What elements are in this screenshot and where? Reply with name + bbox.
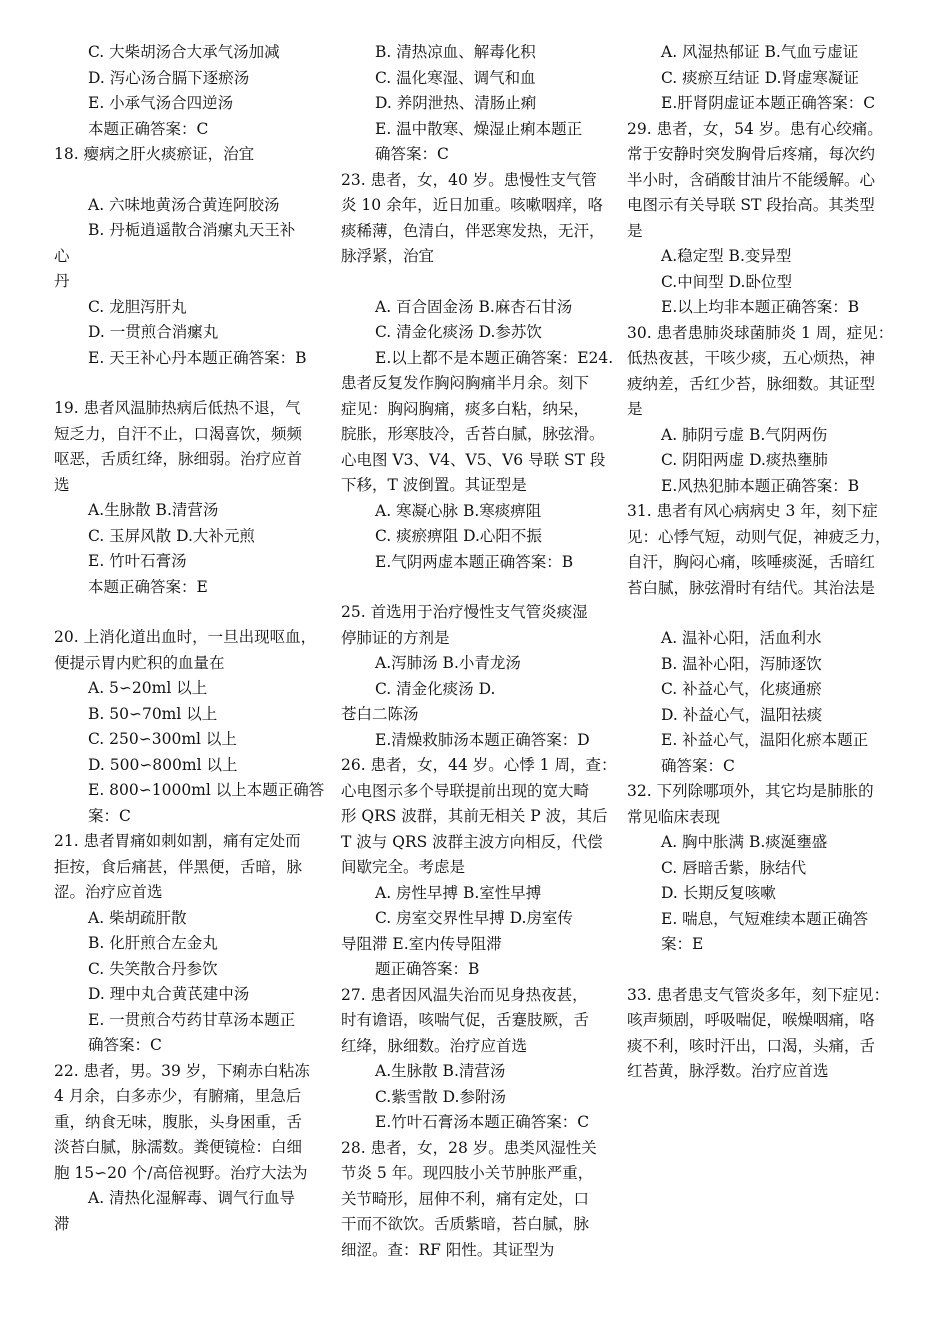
text-line: [54, 600, 334, 625]
text-line: C. 250∽300ml 以上: [88, 730, 237, 748]
text-line: A.稳定型 B.变异型: [661, 247, 792, 265]
text-line: 常于安静时突发胸骨后疼痛，每次约: [627, 145, 876, 163]
text-line: 重，纳食无味，腹胀，头身困重，舌: [54, 1112, 303, 1131]
text-line: B. 化肝煎合左金丸: [88, 934, 218, 952]
text-line: 21. 患者胃痛如刺如割，痛有定处而: [54, 832, 301, 850]
text-line: 形 QRS 波群，其前无相关 P 波，其后: [341, 807, 608, 825]
text-line: A. 柴胡疏肝散: [88, 908, 187, 927]
text-line: 下移，T 波倒置。其证型是: [341, 476, 527, 494]
text-line: E. 补益心气，温阳化瘀本题正: [661, 731, 869, 749]
text-line: A. 温补心阳，活血利水: [661, 629, 822, 647]
text-line: 20. 上消化道出血时，一旦出现呕血，: [54, 628, 317, 646]
text-line: A. 寒凝心脉 B.寒痰痹阻: [375, 501, 542, 520]
text-line: A. 百合固金汤 B.麻杏石甘汤: [375, 297, 573, 316]
text-line: C. 补益心气，化痰通瘀: [661, 680, 822, 698]
text-line: 28. 患者，女，28 岁。患类风湿性关: [341, 1138, 597, 1157]
text-line: C.中间型 D.卧位型: [661, 272, 792, 291]
text-line: 半小时，含硝酸甘油片不能缓解。心: [627, 170, 876, 189]
text-line: 淡苔白腻，脉濡数。粪便镜检：白细: [54, 1138, 303, 1156]
text-line: C. 龙胆泻肝丸: [88, 297, 187, 316]
text-line: 32. 下列除哪项外，其它均是肺胀的: [627, 782, 874, 800]
text-line: D. 泻心汤合膈下逐瘀汤: [88, 68, 250, 87]
column-2: [341, 40, 623, 1263]
text-line: C. 玉屏风散 D.大补元煎: [88, 526, 255, 545]
text-line: E. 温中散寒、燥湿止痢本题正: [375, 119, 583, 138]
text-line: 26. 患者，女，44 岁。心悸 1 周，查：: [341, 756, 617, 774]
text-line: E.以上均非本题正确答案：B: [661, 298, 860, 316]
text-line: 炎 10 余年，近日加重。咳嗽咽痒，咯: [341, 196, 604, 214]
text-line: 患者反复发作胸闷胸痛半月余。刻下: [341, 374, 590, 392]
text-line: 心电图 V3、V4、V5、V6 导联 ST 段: [341, 450, 606, 469]
text-line: E. 800∽1000ml 以上本题正确答: [88, 781, 325, 799]
text-line: A. 风湿热郁证 B.气血亏虚证: [661, 43, 859, 61]
text-line: 胞 15∽20 个/高倍视野。治疗大法为: [54, 1163, 308, 1182]
text-line: 苔白腻，脉弦滑时有结代。其治法是: [627, 578, 876, 597]
text-line: 短乏力，自汗不止，口渴喜饮，频频: [54, 424, 303, 443]
text-line: 是: [627, 221, 643, 240]
text-line: A. 房性早搏 B.室性早搏: [375, 883, 542, 902]
text-line: C.紫雪散 D.参附汤: [375, 1087, 506, 1106]
text-line: 18. 瘿病之肝火痰瘀证，治宜: [54, 145, 255, 163]
text-line: 心电图示多个导联提前出现的宽大畸: [341, 781, 590, 800]
text-line: D. 长期反复咳嗽: [661, 884, 776, 902]
text-line: T 波与 QRS 波群主波方向相反，代偿: [341, 832, 603, 851]
text-line: [54, 371, 334, 396]
text-line: 19. 患者风温肺热病后低热不退，气: [54, 399, 301, 417]
text-line: 疲纳差，舌红少苔，脉细数。其证型: [627, 374, 876, 393]
text-line: D. 理中丸合黄芪建中汤: [88, 985, 250, 1003]
text-line: 25. 首选用于治疗慢性支气管炎痰湿: [341, 603, 588, 621]
text-line: 23. 患者，女，40 岁。患慢性支气管: [341, 170, 597, 189]
text-line: B. 50∽70ml 以上: [88, 704, 218, 723]
text-line: 低热夜甚，干咳少痰，五心烦热，神: [627, 349, 876, 367]
text-line: C. 清金化痰汤 D.参苏饮: [375, 323, 542, 341]
text-line: 确答案：C: [661, 756, 735, 775]
text-line: C. 大柴胡汤合大承气汤加减: [88, 43, 280, 61]
text-line: A. 5∽20ml 以上: [88, 679, 208, 697]
text-line: 确答案：C: [375, 145, 449, 163]
text-line: 22. 患者，男。39 岁，下痢赤白粘冻: [54, 1061, 310, 1080]
text-line: 脉浮紧，治宜: [341, 247, 435, 265]
text-line: D. 一贯煎合消瘰丸: [88, 323, 219, 341]
text-line: D. 养阴泄热、清肠止痢: [375, 94, 537, 112]
text-line: 确答案：C: [88, 1036, 162, 1054]
text-line: 关节畸形，屈伸不利，痛有定处，口: [341, 1189, 590, 1208]
text-line: E.肝肾阴虚证本题正确答案：C: [661, 94, 876, 112]
text-line: [54, 168, 334, 193]
text-line: 心: [54, 246, 70, 265]
text-line: E.清燥救肺汤本题正确答案：D: [375, 730, 590, 749]
text-line: 便提示胃内贮积的血量在: [54, 653, 225, 672]
text-line: 题正确答案：B: [375, 960, 480, 978]
text-line: [627, 601, 909, 626]
text-line: 本题正确答案：E: [88, 577, 208, 596]
text-line: 痰稀薄，色清白，伴恶寒发热，无汗，: [341, 221, 605, 240]
text-line: 涩。治疗应首选: [54, 883, 163, 901]
text-line: 脘胀，形寒肢冷，舌苔白腻，脉弦滑。: [341, 425, 605, 443]
text-line: 案：E: [661, 935, 704, 953]
text-line: 31. 患者有风心病病史 3 年，刻下症: [627, 502, 878, 520]
text-line: 27. 患者因风温失治而见身热夜甚，: [341, 985, 588, 1004]
text-line: 时有谵语，咳喘气促，舌蹇肢厥，舌: [341, 1011, 590, 1029]
text-line: 自汗，胸闷心痛，咳唾痰涎，舌暗红: [627, 553, 876, 571]
text-line: 常见临床表现: [627, 807, 721, 826]
text-line: A.生脉散 B.清营汤: [88, 501, 219, 519]
text-line: C. 痰瘀互结证 D.肾虚寒凝证: [661, 68, 859, 87]
text-line: 咳声频剧，呼吸喘促，喉燥咽痛，咯: [627, 1011, 876, 1029]
text-line: 30. 患者患肺炎球菌肺炎 1 周，症见：: [627, 323, 894, 342]
text-line: E. 一贯煎合芍药甘草汤本题正: [88, 1010, 296, 1029]
text-line: E. 天王补心丹本题正确答案：B: [88, 348, 307, 367]
text-line: C. 房室交界性早搏 D.房室传: [375, 909, 573, 927]
text-line: 节炎 5 年。现四肢小关节肿胀严重，: [341, 1164, 594, 1182]
text-line: 4 月余，白多赤少，有腑痛，里急后: [54, 1087, 302, 1105]
text-line: E.风热犯肺本题正确答案：B: [661, 476, 860, 495]
text-line: B. 清热凉血、解毒化积: [375, 43, 536, 61]
text-line: B. 温补心阳，泻肺逐饮: [661, 654, 822, 673]
text-line: 29. 患者，女，54 岁。患有心绞痛。: [627, 119, 883, 138]
text-line: 停肺证的方剂是: [341, 628, 450, 647]
text-line: C. 温化寒湿、调气和血: [375, 68, 536, 87]
text-line: C. 痰瘀痹阻 D.心阳不振: [375, 527, 542, 545]
text-line: A. 清热化湿解毒、调气行血导: [88, 1189, 296, 1207]
text-line: E.以上都不是本题正确答案：E24.: [375, 348, 614, 367]
text-line: E. 小承气汤合四逆汤: [88, 94, 234, 112]
text-line: 33. 患者患支气管炎多年，刻下症见：: [627, 985, 890, 1004]
text-line: A.泻肺汤 B.小青龙汤: [375, 654, 521, 672]
text-line: A. 胸中胀满 B.痰涎壅盛: [661, 833, 828, 851]
text-line: E.竹叶石膏汤本题正确答案：C: [375, 1113, 590, 1131]
text-line: 选: [54, 475, 70, 494]
text-line: 拒按，食后痛甚，伴黑便，舌暗，脉: [54, 857, 303, 876]
text-line: D. 补益心气，温阳祛痰: [661, 705, 823, 724]
text-line: A. 肺阴亏虚 B.气阴两伤: [661, 425, 828, 444]
text-line: D. 500∽800ml 以上: [88, 755, 238, 774]
text-line: 见：心悸气短，动则气促，神疲乏力，: [627, 527, 891, 546]
text-line: [341, 270, 623, 295]
text-line: 间歇完全。考虑是: [341, 858, 466, 876]
text-line: 丹: [54, 272, 70, 290]
text-line: 红绛，脉细数。治疗应首选: [341, 1036, 528, 1055]
text-line: C. 唇暗舌紫，脉结代: [661, 858, 807, 877]
text-line: 滞: [54, 1214, 70, 1233]
text-line: E. 喘息，气短难续本题正确答: [661, 909, 869, 928]
text-line: 红苔黄，脉浮数。治疗应首选: [627, 1062, 829, 1080]
text-line: 是: [627, 400, 643, 418]
text-line: 症见：胸闷胸痛，痰多白粘，纳呆，: [341, 399, 590, 418]
text-line: C. 失笑散合丹参饮: [88, 959, 218, 978]
text-line: C. 清金化痰汤 D.: [375, 679, 496, 698]
text-line: E.气阴两虚本题正确答案：B: [375, 552, 574, 571]
text-line: B. 丹栀逍遥散合消瘰丸天王补: [88, 221, 296, 239]
text-line: 痰不利，咳时汗出，口渴，头痛，舌: [627, 1036, 876, 1055]
text-line: C. 阴阳两虚 D.痰热壅肺: [661, 451, 828, 469]
text-line: 细涩。查：RF 阳性。其证型为: [341, 1240, 555, 1259]
text-line: [627, 958, 909, 983]
column-1: [54, 40, 334, 1237]
text-line: 导阻滞 E.室内传导阻滞: [341, 934, 502, 953]
text-line: 本题正确答案：C: [88, 119, 209, 138]
text-line: 案：C: [88, 806, 131, 825]
column-3: [627, 40, 909, 1085]
text-line: 呕恶，舌质红绛，脉细弱。治疗应首: [54, 450, 303, 468]
text-line: A.生脉散 B.清营汤: [375, 1062, 506, 1080]
text-line: A. 六味地黄汤合黄连阿胶汤: [88, 195, 280, 214]
text-line: [341, 575, 623, 600]
text-line: 电图示有关导联 ST 段抬高。其类型: [627, 196, 875, 214]
text-line: 干而不欲饮。舌质紫暗，苔白腻，脉: [341, 1215, 590, 1233]
text-line: E. 竹叶石膏汤: [88, 552, 187, 570]
text-line: 苍白二陈汤: [341, 705, 419, 723]
